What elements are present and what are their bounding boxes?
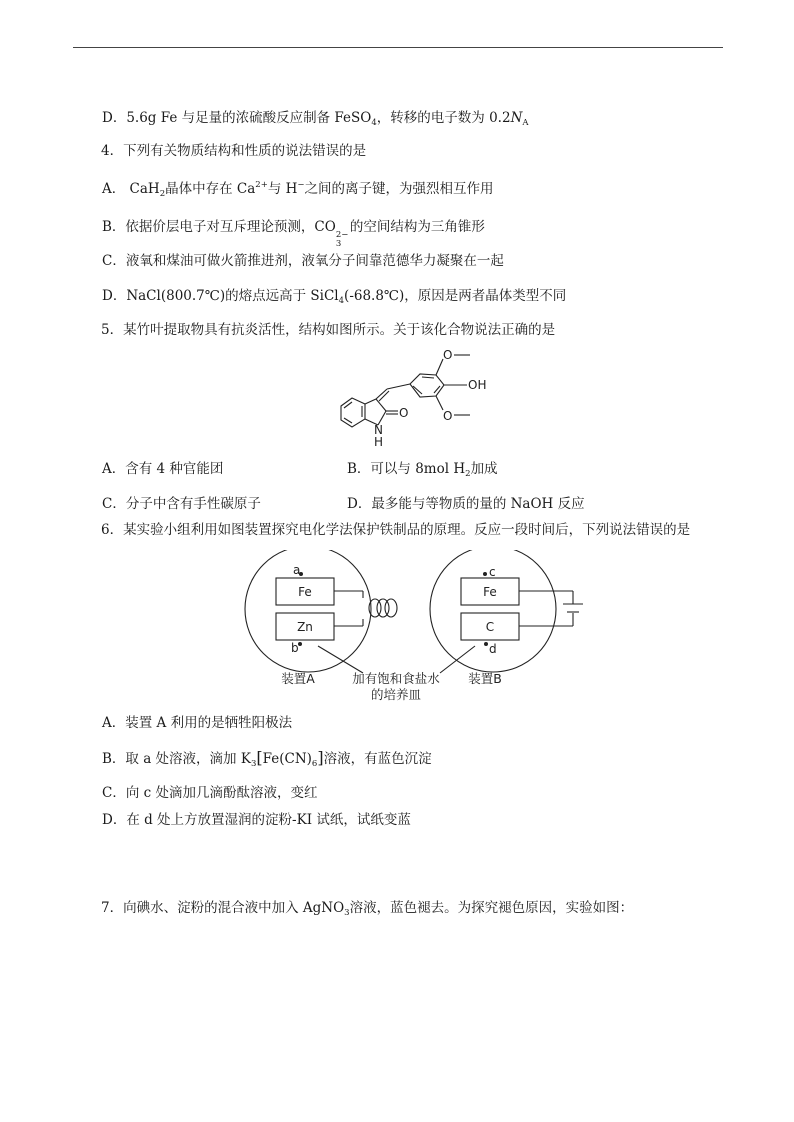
- q7-stem: 7．向碘水、淀粉的混合液中加入 AgNO$_3$溶液，蓝色褪去。为探究褪色原因，实验如图：: [101, 900, 634, 918]
- point-d: d: [489, 642, 497, 656]
- label-dish-line1: 加有饱和食盐水: [352, 671, 440, 686]
- q6-apparatus-figure: [240, 550, 590, 705]
- q5-option-b: B．可以与 8mol $H_2$加成: [347, 461, 498, 479]
- mol-o-top: O: [443, 348, 453, 362]
- q5-option-a: A．含有 4 种官能团: [102, 461, 224, 477]
- header-rule: [73, 47, 723, 48]
- q5-stem: 5．某竹叶提取物具有抗炎活性，结构如图所示。关于该化合物说法正确的是: [101, 322, 556, 338]
- label-device-b: 装置B: [468, 671, 502, 686]
- q5-option-c: C．分子中含有手性碳原子: [102, 496, 261, 512]
- mol-oh: OH: [468, 378, 487, 392]
- q5-molecule-structure: [330, 343, 500, 448]
- electrode-fe-b: Fe: [483, 585, 497, 599]
- mol-o-bottom: O: [443, 409, 453, 423]
- q6-option-b: B．取 a 处溶液，滴加 $K_3[Fe(CN)_6]$溶液，有蓝色沉淀: [102, 748, 432, 769]
- q3-option-d: D．5.6g Fe 与足量的浓硫酸反应制备 FeSO$_4$，转移的电子数为 $0.2N_A$: [102, 110, 529, 128]
- mol-o-carbonyl: O: [399, 406, 409, 420]
- mol-n: N: [374, 423, 383, 437]
- q4-option-d: D．NaCl(800.7℃)的熔点远高于 SiCl$_4$(-68.8℃)，原因是两者晶体类型不同: [102, 288, 567, 306]
- q4-option-b: B．依据价层电子对互斥理论预测，CO 2− 3 的空间结构为三角锥形: [102, 219, 485, 249]
- electrode-carbon: C: [485, 620, 495, 634]
- point-c: c: [489, 565, 496, 579]
- point-b: b: [291, 641, 299, 655]
- mol-h: H: [374, 435, 384, 448]
- electrode-fe-a: Fe: [298, 585, 312, 599]
- electrode-zn: Zn: [297, 620, 313, 634]
- q6-option-a: A．装置 A 利用的是牺牲阳极法: [102, 715, 293, 731]
- label-device-a: 装置A: [281, 671, 315, 686]
- q6-option-d: D．在 d 处上方放置湿润的淀粉-KI 试纸，试纸变蓝: [102, 812, 411, 828]
- q4-option-a: A． CaH$_2$晶体中存在 $Ca^{2+}$与 H−之间的离子键，为强烈相互作用: [102, 180, 494, 199]
- label-dish-line2: 的培养皿: [370, 687, 422, 702]
- q4-option-c: C．液氧和煤油可做火箭推进剂，液氧分子间靠范德华力凝聚在一起: [102, 253, 504, 269]
- q6-option-c: C．向 c 处滴加几滴酚酞溶液，变红: [102, 785, 318, 801]
- q5-option-d: D．最多能与等物质的量的 NaOH 反应: [347, 496, 585, 512]
- q4-stem: 4．下列有关物质结构和性质的说法错误的是: [101, 143, 367, 159]
- q6-stem: 6．某实验小组利用如图装置探究电化学法保护铁制品的原理。反应一段时间后，下列说法错误的是: [101, 522, 691, 538]
- point-a: a: [293, 563, 301, 577]
